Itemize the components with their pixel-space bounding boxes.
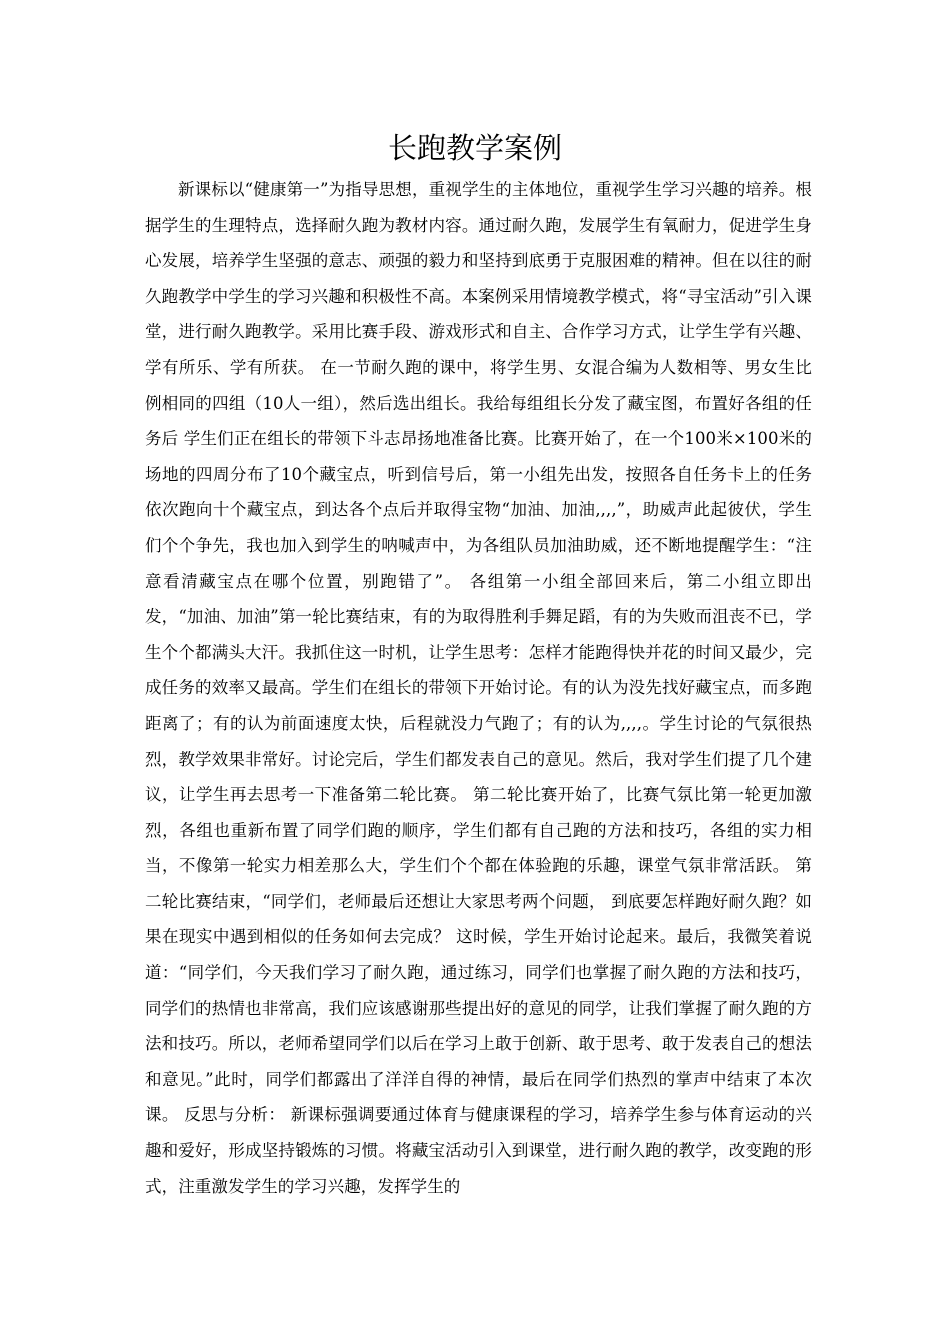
document-body-paragraph: 新课标以“健康第一”为指导思想，重视学生的主体地位，重视学生学习兴趣的培养。根据学生的生理特点，选择耐久跑为教材内容。通过耐久跑，发展学生有氧耐力，促进学生身心发展，培养学生坚强的意志、顽强的毅力和坚持到底勇于克服困难的精神。但在以往的耐久跑教学中学生的学习兴趣和积极性不高。本案例采用情境教学模式，将“寻宝活动”引入课堂，进行耐久跑教学。采用比赛手段、游戏形式和自主、合作学习方式，让学生学有兴趣、学有所乐、学有所获。 在一节耐久跑的课中，将学生男、女混合编为人数相等、男女生比例相同的四组（10人一组），然后选出组长。我给每组组长分发了藏宝图，布置好各组的任务后 学生们正在组长的带领下斗志昂扬地准备比赛。比赛开始了，在一个100米×100米的场地的四周分布了10个藏宝点，听到信号后，第一小组先出发，按照各自任务卡上的任务依次跑向十个藏宝点，到达各个点后并取得宝物“加油、加油,,,,”，助威声此起彼伏，学生们个个争先，我也加入到学生的呐喊声中，为各组队员加油助威，还不断地提醒学生：“注意看清藏宝点在哪个位置，别跑错了”。 各组第一小组全部回来后，第二小组立即出发，“加油、加油”第一轮比赛结束，有的为取得胜利手舞足蹈，有的为失败而沮丧不已，学生个个都满头大汗。我抓住这一时机，让学生思考：怎样才能跑得快并花的时间又最少，完成任务的效率又最高。学生们在组长的带领下开始讨论。有的认为没先找好藏宝点，而多跑距离了；有的认为前面速度太快，后程就没力气跑了；有的认为,,,,。学生讨论的气氛很热烈，教学效果非常好。讨论完后，学生们都发表自己的意见。然后，我对学生们提了几个建议，让学生再去思考一下准备第二轮比赛。 第二轮比赛开始了，比赛气氛比第一轮更加激烈，各组也重新布置了同学们跑的顺序，学生们都有自己跑的方法和技巧，各组的实力相当，不像第一轮实力相差那么大，学生们个个都在体验跑的乐趣，课堂气氛非常活跃。 第二轮比赛结束，“同学们，老师最后还想让大家思考两个问题， 到底要怎样跑好耐久跑？如果在现实中遇到相似的任务如何去完成？ 这时候，学生开始讨论起来。最后，我微笑着说道：“同学们，今天我们学习了耐久跑，通过练习，同学们也掌握了耐久跑的方法和技巧，同学们的热情也非常高，我们应该感谢那些提出好的意见的同学，让我们掌握了耐久跑的方法和技巧。所以，老师希望同学们以后在学习上敢于创新、敢于思考、敢于发表自己的想法和意见。”此时，同学们都露出了洋洋自得的神情，最后在同学们热烈的掌声中结束了本次课。 反思与分析： 新课标强调要通过体育与健康课程的学习，培养学生参与体育运动的兴趣和爱好，形成坚持锻炼的习惯。将藏宝活动引入到课堂，进行耐久跑的教学，改变跑的形式，注重激发学生的学习兴趣，发挥学生的	[145, 180, 812, 1196]
document-title: 长跑教学案例	[387, 131, 562, 165]
